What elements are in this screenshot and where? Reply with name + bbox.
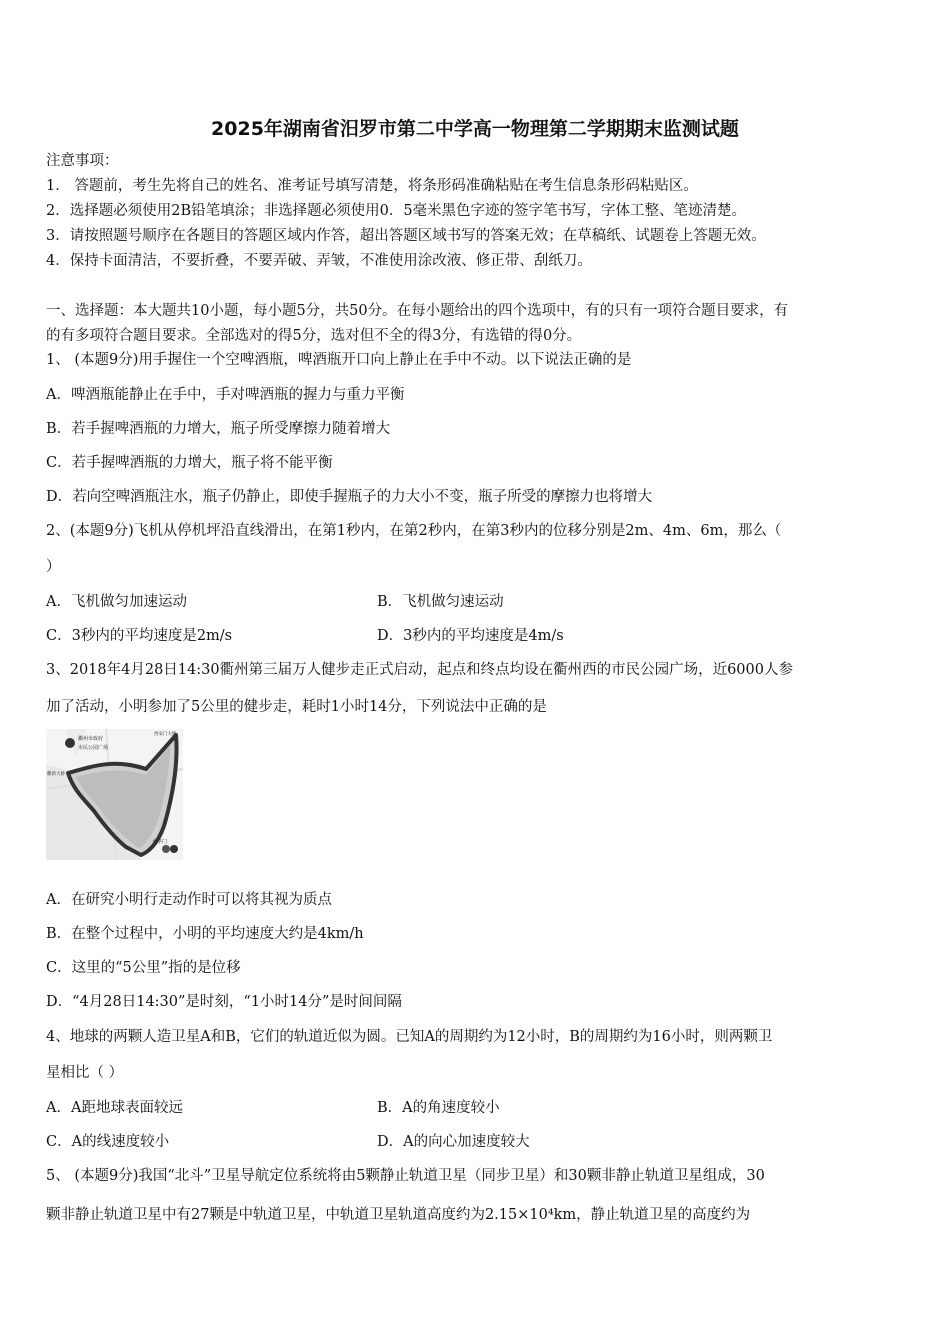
question-1-stem: 1、 (本题9分)用手握住一个空啤酒瓶，啤酒瓶开口向上静止在手中不动。以下说法正确的是: [46, 352, 632, 368]
question-5-stem-line-2: 颗非静止轨道卫星中有27颗是中轨道卫星，中轨道卫星轨道高度约为2.15×10⁴km，静止轨道卫星的高度约为: [46, 1207, 751, 1223]
map-label-city-government: 衢州市政府: [78, 736, 104, 742]
question-4-option-c: C．A的线速度较小: [46, 1134, 170, 1150]
page-title: 2025年湖南省汨罗市第二中学高一物理第二学期期末监测试题: [211, 118, 739, 140]
map-label-xianmen-bridge: 西安门大桥: [154, 732, 177, 737]
question-3-option-c: C．这里的“5公里”指的是位移: [46, 960, 241, 976]
notice-heading: 注意事项：: [46, 153, 119, 169]
question-3-stem-line-2: 加了活动，小明参加了5公里的健步走，耗时1小时14分，下列说法中正确的是: [46, 699, 547, 715]
map-label-park-square: 市民公园广场: [78, 745, 109, 751]
map-label-quxin-bridge: 衢新大桥: [47, 772, 65, 777]
question-1-option-d: D．若向空啤酒瓶注水，瓶子仍静止，即使手握瓶子的力大小不变，瓶子所受的摩擦力也将增大: [46, 489, 653, 505]
section-intro-line-1: 一、选择题：本大题共10小题，每小题5分，共50分。在每小题给出的四个选项中，有的只有一项符合题目要求，有: [46, 303, 789, 319]
question-2-stem-line-1: 2、(本题9分)飞机从停机坪沿直线滑出，在第1秒内，在第2秒内，在第3秒内的位移分别是2m、4m、6m，那么（: [46, 523, 782, 539]
notice-item-2: 2．选择题必须使用2B铅笔填涂；非选择题必须使用0．5毫米黑色字迹的签字笔书写，字体工整、笔迹清楚。: [46, 203, 747, 219]
question-1-option-b: B．若手握啤酒瓶的力增大，瓶子所受摩擦力随着增大: [46, 421, 391, 437]
section-intro-line-2: 的有多项符合题目要求。全部选对的得5分，选对但不全的得3分，有选错的得0分。: [46, 328, 582, 344]
question-2-stem-line-2: ）: [46, 559, 61, 575]
question-1-option-a: A．啤酒瓶能静止在手中，手对啤酒瓶的握力与重力平衡: [46, 387, 405, 403]
question-2-option-a: A．飞机做匀加速运动: [46, 594, 187, 610]
question-2-option-d: D．3秒内的平均速度是4m/s: [377, 628, 564, 644]
question-1-option-c: C．若手握啤酒瓶的力增大，瓶子将不能平衡: [46, 455, 333, 471]
question-4-option-b: B．A的角速度较小: [377, 1100, 500, 1116]
question-4-stem-line-2: 星相比（ ）: [46, 1065, 124, 1081]
question-3-stem-line-1: 3、2018年4月28日14:30衢州第三届万人健步走正式启动，起点和终点均设在衢州西的市民公园广场，近6000人参: [46, 662, 793, 678]
question-2-option-c: C．3秒内的平均速度是2m/s: [46, 628, 233, 644]
question-3-option-b: B．在整个过程中，小明的平均速度大约是4km/h: [46, 926, 364, 942]
notice-item-4: 4．保持卡面清洁，不要折叠，不要弄破、弄皱，不准使用涂改液、修正带、刮纸刀。: [46, 253, 592, 269]
notice-item-1: 1． 答题前，考生先将自己的姓名、准考证号填写清楚，将条形码准确粘贴在考生信息条形码粘贴区。: [46, 178, 698, 194]
question-2-option-b: B．飞机做匀速运动: [377, 594, 504, 610]
question-3-option-a: A．在研究小明行走动作时可以将其视为质点: [46, 892, 332, 908]
walking-route-map: [46, 729, 183, 860]
map-label-shuitingmen: 水亭门: [152, 839, 168, 845]
question-5-stem-line-1: 5、 (本题9分)我国“北斗”卫星导航定位系统将由5颗静止轨道卫星（同步卫星）和30颗非静止轨道卫星组成，30: [46, 1168, 765, 1184]
question-4-option-a: A．A距地球表面较远: [46, 1100, 183, 1116]
question-4-stem-line-1: 4、地球的两颗人造卫星A和B，它们的轨道近似为圆。已知A的周期约为12小时，B的周期约为16小时，则两颗卫: [46, 1029, 773, 1045]
question-3-option-d: D．“4月28日14:30”是时刻，“1小时14分”是时间间隔: [46, 994, 402, 1010]
notice-item-3: 3．请按照题号顺序在各题目的答题区域内作答，超出答题区域书写的答案无效；在草稿纸、试题卷上答题无效。: [46, 228, 766, 244]
question-4-option-d: D．A的向心加速度较大: [377, 1134, 530, 1150]
